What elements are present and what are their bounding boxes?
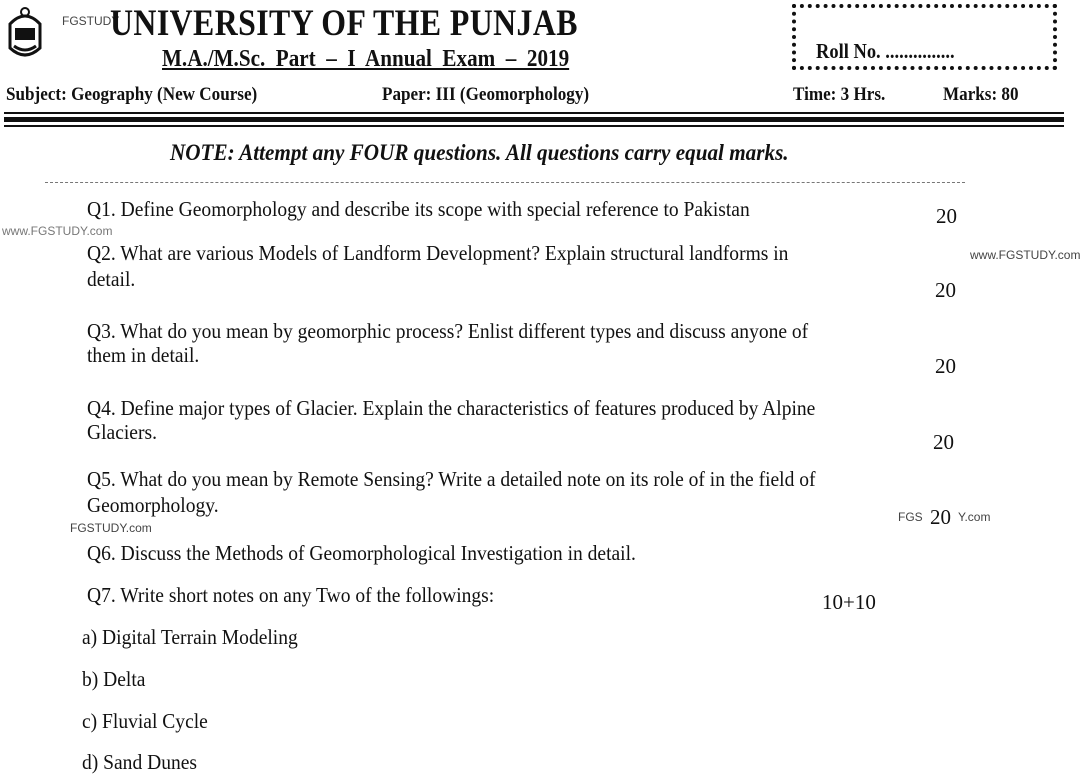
option-c: c) Fluvial Cycle: [82, 709, 208, 733]
question-marks: 20: [935, 278, 956, 302]
watermark: www.FGSTUDY.com: [2, 224, 113, 238]
question-2-cont: detail.: [87, 267, 136, 291]
question-3-cont: them in detail.: [87, 343, 200, 367]
total-marks: Marks: 80: [943, 84, 1019, 105]
roll-number-label: Roll No. ...............: [816, 39, 955, 63]
watermark: FGS: [898, 510, 923, 524]
option-b: b) Delta: [82, 667, 146, 691]
option-d: d) Sand Dunes: [82, 750, 198, 774]
divider: [4, 117, 1064, 122]
watermark: FGSTUDY: [62, 14, 120, 28]
divider: [4, 112, 1064, 114]
question-5: Q5. What do you mean by Remote Sensing? Write a detailed note on its role of in the field of: [87, 467, 816, 491]
watermark: FGSTUDY.com: [70, 521, 152, 535]
subject: Subject: Geography (New Course): [6, 84, 258, 105]
university-crest-logo: [6, 6, 44, 62]
question-4: Q4. Define major types of Glacier. Explain the characteristics of features produced by Alpine: [87, 396, 816, 420]
question-4-cont: Glaciers.: [87, 420, 157, 444]
question-3: Q3. What do you mean by geomorphic process? Enlist different types and discuss anyone of: [87, 319, 809, 343]
watermark: www.FGSTUDY.com: [970, 248, 1080, 262]
instructions-note: NOTE: Attempt any FOUR questions. All questions carry equal marks.: [170, 140, 789, 165]
question-2: Q2. What are various Models of Landform Development? Explain structural landforms in: [87, 241, 789, 265]
question-marks: 20: [935, 354, 956, 378]
paper: Paper: III (Geomorphology): [382, 84, 590, 105]
time: Time: 3 Hrs.: [793, 84, 886, 105]
question-marks: 10+10: [822, 590, 876, 614]
question-marks: 20: [933, 430, 954, 454]
divider: [4, 125, 1064, 127]
divider: [45, 182, 965, 183]
university-title: UNIVERSITY OF THE PUNJAB: [110, 3, 578, 44]
question-7: Q7. Write short notes on any Two of the followings:: [87, 583, 495, 607]
question-6: Q6. Discuss the Methods of Geomorphological Investigation in detail.: [87, 541, 636, 565]
question-1: Q1. Define Geomorphology and describe its scope with special reference to Pakistan: [87, 197, 750, 221]
exam-title: M.A./M.Sc. Part – I Annual Exam – 2019: [162, 46, 570, 72]
option-a: a) Digital Terrain Modeling: [82, 625, 298, 649]
question-marks: 20: [930, 505, 951, 529]
question-marks: 20: [936, 204, 957, 228]
question-5-cont: Geomorphology.: [87, 493, 219, 517]
watermark: Y.com: [958, 510, 991, 524]
